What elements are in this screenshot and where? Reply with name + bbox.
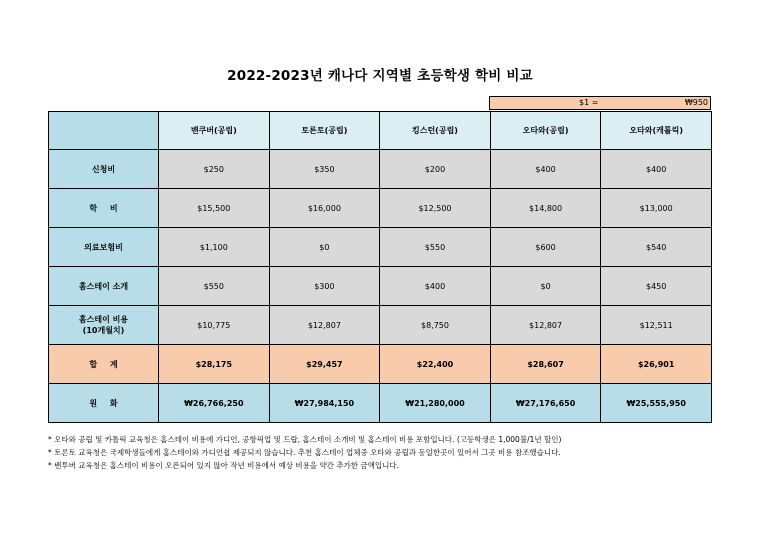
table-cell: $540: [601, 228, 712, 267]
table-cell: $12,807: [490, 306, 601, 345]
total-cell: $22,400: [380, 345, 491, 384]
table-cell: $450: [601, 267, 712, 306]
won-cell: ₩26,766,250: [159, 384, 270, 423]
won-row: [49, 384, 712, 423]
table-cell: $12,500: [380, 189, 491, 228]
table-cell: $400: [601, 150, 712, 189]
table-cell: $550: [159, 267, 270, 306]
table-cell: $300: [269, 267, 380, 306]
table-cell: $12,807: [269, 306, 380, 345]
table-cell: $14,800: [490, 189, 601, 228]
table-row: [49, 150, 712, 189]
table-cell: $250: [159, 150, 270, 189]
row-label: 홈스테이 비용: [78, 315, 129, 324]
column-header: 밴쿠버(공립): [159, 112, 270, 150]
row-label: 학 비: [49, 189, 159, 228]
footnote: * 밴투버 교육청은 홈스테이 비용이 오픈되어 있지 않아 작년 비용에서 예상 비용을 약간 추가한 금액입니다.: [48, 461, 400, 470]
table-cell: $16,000: [269, 189, 380, 228]
total-row: [49, 345, 712, 384]
row-label-homestay-cost: [49, 306, 159, 345]
table-cell: $0: [269, 228, 380, 267]
won-cell: ₩27,176,650: [490, 384, 601, 423]
column-header: 킹스턴(공립): [380, 112, 491, 150]
exchange-rate-krw: ₩950: [684, 98, 708, 107]
table-cell: $200: [380, 150, 491, 189]
corner-cell: [49, 112, 159, 150]
table-row: [49, 228, 712, 267]
table-row: [49, 267, 712, 306]
table-row: [49, 189, 712, 228]
exchange-rate-usd: $1 =: [579, 98, 599, 107]
page-title: 2022-2023년 캐나다 지역별 초등학생 학비 비교: [227, 68, 533, 84]
won-cell: ₩21,280,000: [380, 384, 491, 423]
header-row: [49, 112, 712, 150]
tuition-comparison-table: [48, 111, 712, 423]
table-row: [49, 306, 712, 345]
table-cell: $15,500: [159, 189, 270, 228]
table-cell: $13,000: [601, 189, 712, 228]
row-sublabel: (10개월치): [82, 326, 125, 335]
exchange-rate-box: [489, 96, 711, 110]
row-label: 의료보험비: [49, 228, 159, 267]
table-cell: $12,511: [601, 306, 712, 345]
column-header: 토론토(공립): [269, 112, 380, 150]
table-cell: $600: [490, 228, 601, 267]
table-cell: $1,100: [159, 228, 270, 267]
won-cell: ₩27,984,150: [269, 384, 380, 423]
table-cell: $350: [269, 150, 380, 189]
row-label: 합 계: [49, 345, 159, 384]
total-cell: $28,607: [490, 345, 601, 384]
total-cell: $28,175: [159, 345, 270, 384]
footnote: * 오타와 공립 및 카톨릭 교육청은 홈스테이 비용에 가디언, 공항픽업 및 드랍, 홈스테이 소개비 및 홈스테이 비용 포함입니다. (고등학생은 1,000불/1년 할인): [48, 435, 562, 444]
table-cell: $0: [490, 267, 601, 306]
table-cell: $400: [490, 150, 601, 189]
footnote: * 토론토 교육청은 국제학생들에게 홈스테이와 가디언쉽 제공되지 않습니다. 추천 홈스테이 업체중 오타와 공립과 동일한곳이 있어서 그곳 비용 참조했습니다.: [48, 448, 561, 457]
won-cell: ₩25,555,950: [601, 384, 712, 423]
footnotes: [48, 433, 738, 472]
row-label: 홈스테이 소개: [49, 267, 159, 306]
column-header: 오타와(캐톨릭): [601, 112, 712, 150]
table-cell: $400: [380, 267, 491, 306]
row-label: 원 화: [49, 384, 159, 423]
table-cell: $8,750: [380, 306, 491, 345]
row-label: 신청비: [49, 150, 159, 189]
total-cell: $26,901: [601, 345, 712, 384]
table-cell: $550: [380, 228, 491, 267]
table-cell: $10,775: [159, 306, 270, 345]
total-cell: $29,457: [269, 345, 380, 384]
column-header: 오타와(공립): [490, 112, 601, 150]
